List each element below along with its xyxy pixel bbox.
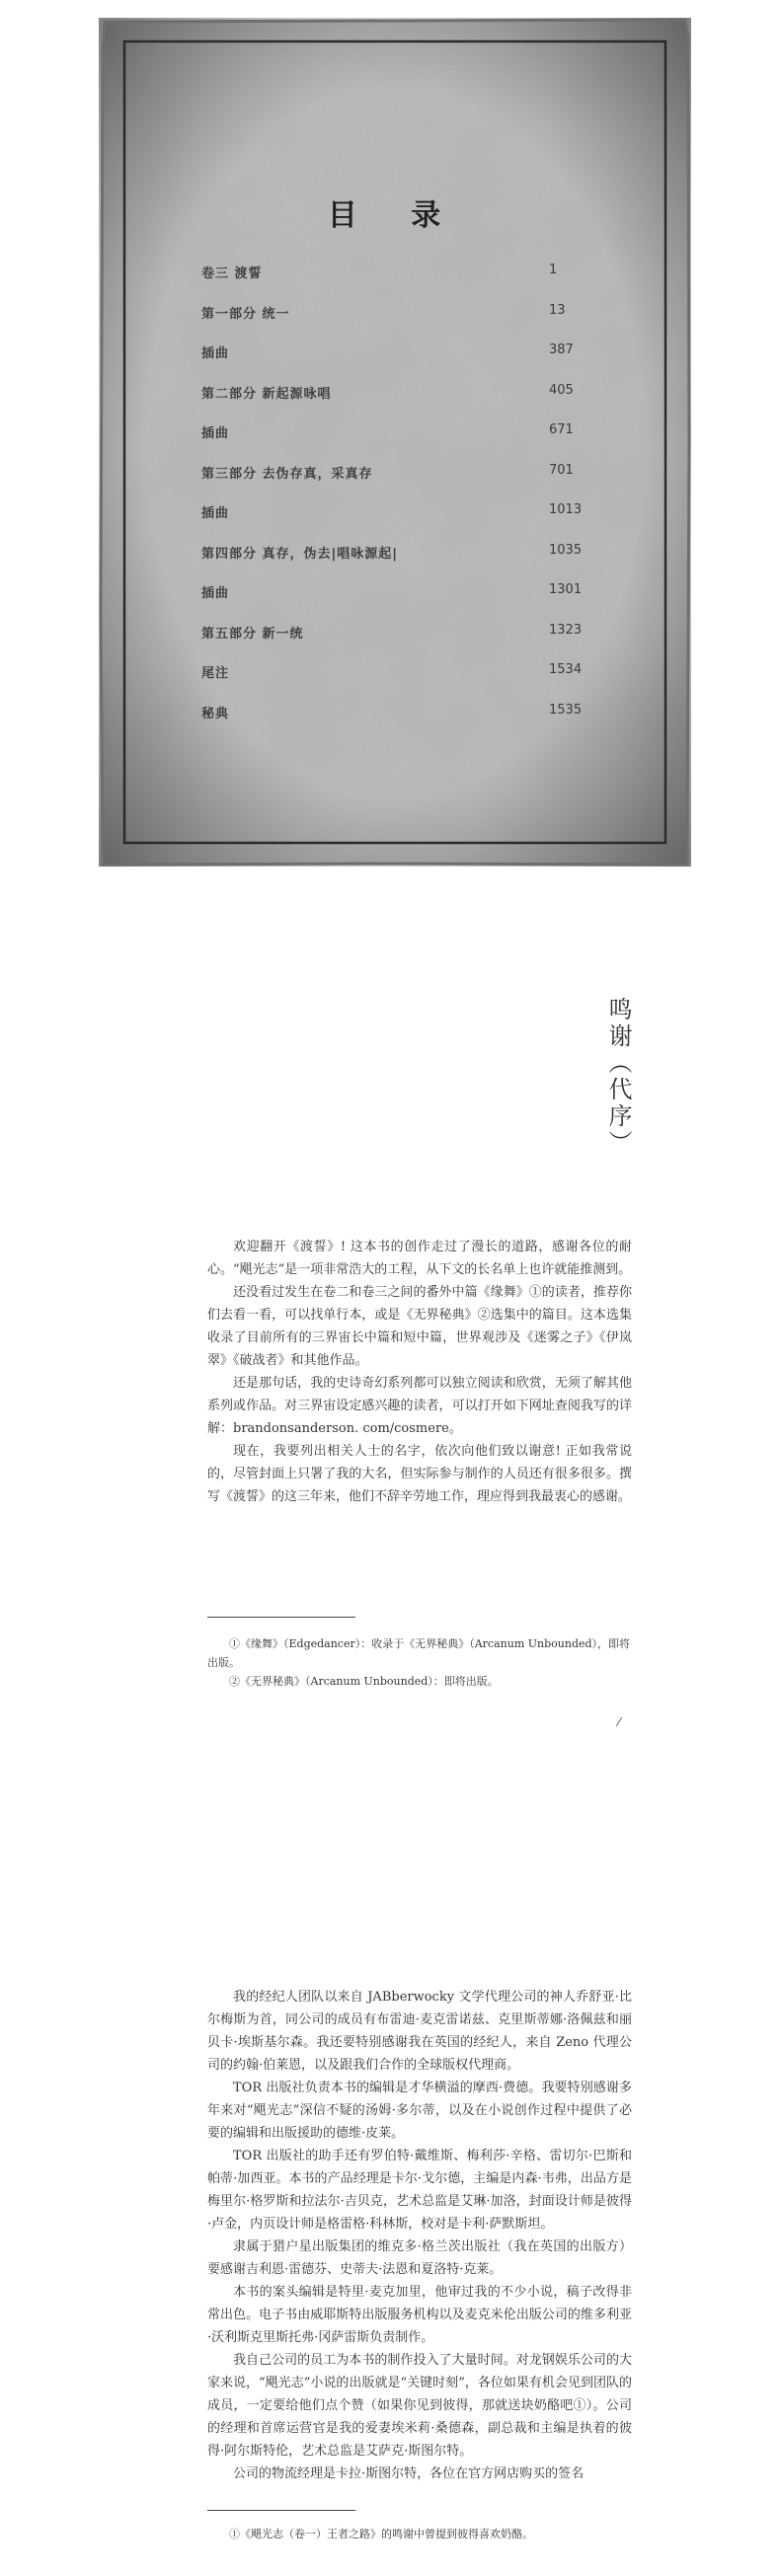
toc-row[interactable]	[201, 703, 616, 743]
toc-entry-page: 13	[549, 302, 566, 318]
toc-entry-page: 1535	[549, 702, 583, 718]
toc-row[interactable]	[201, 502, 616, 543]
page-mark: ⁄	[618, 1715, 621, 1729]
toc-entry-label: 卷三 渡誓	[201, 266, 263, 281]
toc-entry-page: 671	[549, 422, 574, 437]
toc-entry-page: 387	[549, 342, 574, 357]
section-heading: 鸣谢（代序）	[604, 997, 632, 1157]
ack-page-2-body	[207, 1986, 632, 2485]
footnote: ①《缘舞》（Edgedancer）：收录于《无界秘典》（Arcanum Unbounded），即将出版。	[207, 1637, 631, 1669]
toc-entry-label: 插曲	[201, 346, 230, 361]
toc-panel	[99, 18, 691, 867]
toc-entry-page: 1013	[549, 502, 583, 517]
paragraph: 还没看过发生在卷二和卷三之间的番外中篇《缘舞》①的读者，推荐你们去看一看，可以找单行本，或是《无界秘典》②选集中的篇目。这本选集收录了目前所有的三界宙长中篇和短中篇，世界观涉及《迷雾之子》《伊岚翠》《破战者》和其他作品。	[207, 1285, 632, 1368]
footnote: ②《无界秘典》（Arcanum Unbounded）：即将出版。	[229, 1675, 499, 1688]
toc-row[interactable]	[201, 463, 616, 503]
toc-title: 目 录	[327, 198, 463, 233]
toc-entry-label: 插曲	[201, 426, 230, 441]
paragraph: 现在，我要列出相关人士的名字，依次向他们致以谢意! 正如我常说的，尽管封面上只署了我的大名，但实际参与制作的人员还有很多很多。撰写《渡誓》的这三年来，他们不辞辛劳地工作，理应得到我最衷心的感谢。	[207, 1444, 632, 1504]
toc-entry-label: 第五部分 新一统	[201, 626, 304, 642]
paragraph: TOR 出版社的助手还有罗伯特·戴维斯、梅利莎·辛格、雷切尔·巴斯和帕蒂·加西亚。本书的产品经理是卡尔·戈尔德，主编是内森·韦弗，出品方是梅里尔·格罗斯和拉法尔·吉贝克，艺术总监是艾琳·加洛，封面设计师是彼得·卢金，内页设计师是格雷格·科林斯，校对是卡利·萨默斯坦。	[207, 2149, 632, 2232]
toc-row[interactable]	[201, 662, 616, 703]
toc-row[interactable]	[201, 543, 616, 583]
paragraph: 我自己公司的员工为本书的制作投入了大量时间。对龙钢娱乐公司的大家来说，“飓光志”小说的出版就是“关键时刻”，各位如果有机会见到团队的成员，一定要给他们点个赞（如果你见到彼得，那就送块奶酪吧①）。公司的经理和首席运营官是我的爱妻埃米莉·桑德森，副总裁和主编是执着的彼得·阿尔斯特伦，艺术总监是艾萨克·斯图尔特。	[207, 2353, 632, 2459]
toc-entry-label: 尾注	[201, 666, 230, 681]
paragraph: 隶属于猎户星出版集团的维克多·格兰茨出版社（我在英国的出版方）要感谢吉利恩·雷德芬、史蒂夫·法恩和夏洛特·克莱。	[207, 2239, 632, 2277]
paragraph: 本书的案头编辑是特里·麦克加里，他审过我的不少小说，稿子改得非常出色。电子书由威耶斯特出版服务机构以及麦克米伦出版公司的维多利亚·沃利斯克里斯托弗·冈萨雷斯负责制作。	[207, 2285, 632, 2345]
paragraph: 我的经纪人团队以来自 JABberwocky 文学代理公司的神人乔舒亚·比尔梅斯为首，同公司的成员有布雷迪·麦克雷诺兹、克里斯蒂娜·洛佩兹和丽贝卡·埃斯基尔森。我还要特别感谢我在英国的经纪人，来自 Zeno 代理公司的约翰·伯莱恩，以及跟我们合作的全球版权代理商。	[207, 1990, 632, 2073]
toc-row[interactable]	[201, 422, 616, 463]
paragraph: 还是那句话，我的史诗奇幻系列都可以独立阅读和欣赏，无须了解其他系列或作品。对三界宙设定感兴趣的读者，可以打开如下网址查阅我写的详解：brandonsanderson. com/cosmere。	[207, 1376, 632, 1436]
toc-entry-label: 第三部分 去伪存真，采真存	[201, 466, 373, 482]
toc-list	[201, 263, 616, 742]
footnote: ①《飓光志（卷一）王者之路》的鸣谢中曾提到彼得喜欢奶酪。	[229, 2528, 533, 2540]
toc-row[interactable]	[201, 263, 616, 303]
toc-entry-label: 第四部分 真存，伪去|唱咏源起|	[201, 546, 399, 562]
footnotes-page-1	[207, 1634, 632, 1691]
toc-entry-label: 第二部分 新起源咏唱	[201, 386, 332, 402]
toc-entry-label: 第一部分 统一	[201, 306, 290, 322]
paragraph: TOR 出版社负责本书的编辑是才华横溢的摩西·费德。我要特别感谢多年来对“飓光志”深信不疑的汤姆·多尔蒂，以及在小说创作过程中提供了必要的编辑和出版援助的德维·皮莱。	[207, 2081, 632, 2141]
toc-entry-page: 405	[549, 382, 574, 398]
toc-entry-page: 1035	[549, 542, 583, 558]
paragraph: 公司的物流经理是卡拉·斯图尔特，各位在官方网店购买的签名	[233, 2466, 585, 2481]
toc-entry-page: 701	[549, 462, 574, 478]
toc-entry-page: 1301	[549, 582, 583, 597]
paragraph: 欢迎翻开《渡誓》! 这本书的创作走过了漫长的道路，感谢各位的耐心。“飓光志”是一项非常浩大的工程，从下文的长名单上也许就能推测到。	[207, 1240, 632, 1277]
toc-row[interactable]	[201, 342, 616, 383]
toc-row[interactable]	[201, 383, 616, 423]
toc-entry-label: 插曲	[201, 586, 230, 601]
toc-entry-page: 1	[549, 263, 558, 277]
toc-entry-page: 1323	[549, 622, 583, 638]
toc-entry-page: 1534	[549, 662, 583, 677]
toc-row[interactable]	[201, 303, 616, 343]
toc-row[interactable]	[201, 582, 616, 623]
toc-entry-label: 秘典	[201, 706, 230, 721]
footnotes-page-2	[207, 2525, 632, 2543]
toc-row[interactable]	[201, 623, 616, 663]
ack-page-1-body	[207, 1236, 632, 1508]
toc-entry-label: 插曲	[201, 506, 230, 521]
footnote-divider	[207, 1617, 355, 1618]
footnote-divider	[207, 2510, 355, 2511]
